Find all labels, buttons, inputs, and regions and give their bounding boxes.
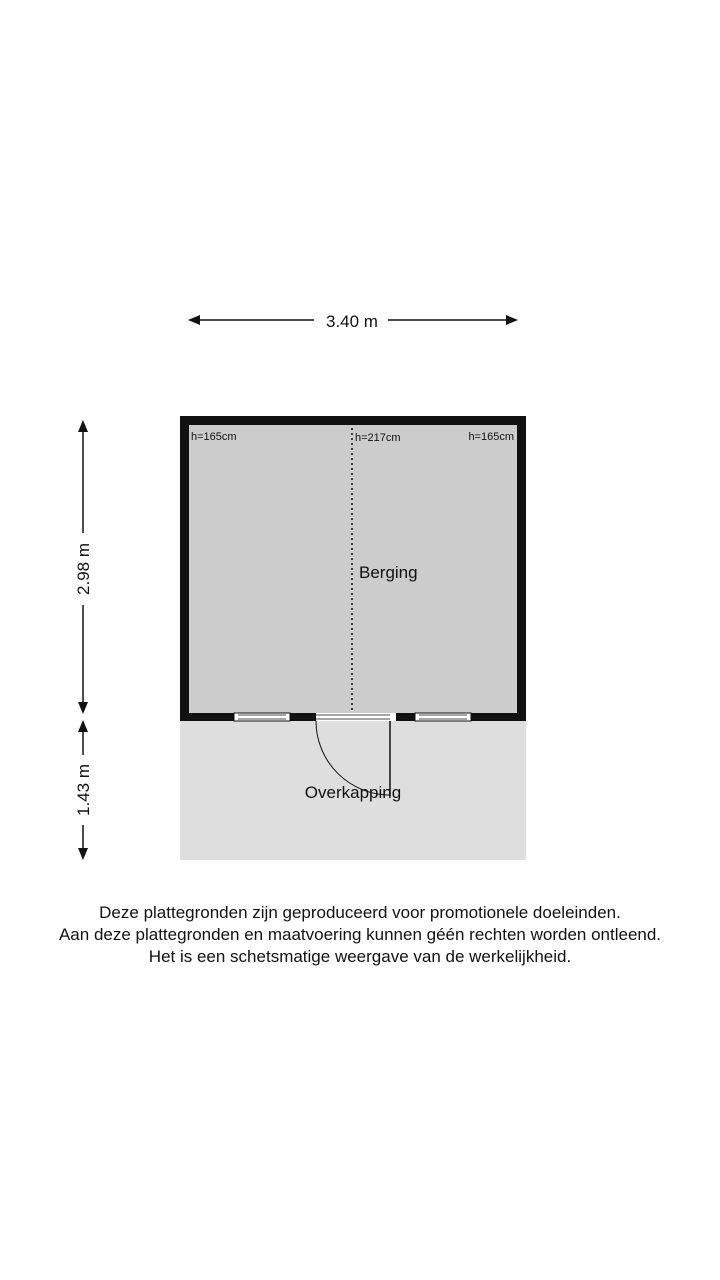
disclaimer-line-2: Aan deze plattegronden en maatvoering kunnen géén rechten worden ontleend. bbox=[58, 925, 662, 944]
window-left bbox=[234, 713, 290, 721]
storage-room-label: Berging bbox=[359, 563, 418, 582]
disclaimer-line-3: Het is een schetsmatige weergave van de werkelijkheid. bbox=[148, 947, 572, 966]
storage-floor bbox=[189, 425, 517, 713]
upper-height-dimension bbox=[74, 420, 93, 714]
height-right-label: h=165cm bbox=[468, 431, 514, 443]
height-center-label: h=217cm bbox=[355, 432, 401, 444]
arrow-down-icon bbox=[78, 848, 88, 860]
canopy-room-label: Overkapping bbox=[304, 783, 402, 802]
arrow-left-icon bbox=[188, 315, 200, 325]
arrow-down-icon bbox=[78, 702, 88, 714]
window-right bbox=[415, 713, 471, 721]
width-dimension bbox=[188, 312, 518, 331]
arrow-up-icon bbox=[78, 720, 88, 732]
door-opening bbox=[310, 713, 396, 721]
front-wall-openings bbox=[234, 713, 471, 721]
arrow-up-icon bbox=[78, 420, 88, 432]
height-left-label: h=165cm bbox=[191, 431, 237, 443]
disclaimer-line-1: Deze plattegronden zijn geproduceerd voor promotionele doeleinden. bbox=[99, 903, 621, 922]
arrow-right-icon bbox=[506, 315, 518, 325]
disclaimer bbox=[0, 902, 720, 968]
width-label: 3.40 m bbox=[326, 312, 378, 331]
upper-height-label: 2.98 m bbox=[74, 543, 93, 595]
lower-height-label: 1.43 m bbox=[74, 764, 93, 816]
lower-height-dimension bbox=[74, 720, 93, 860]
